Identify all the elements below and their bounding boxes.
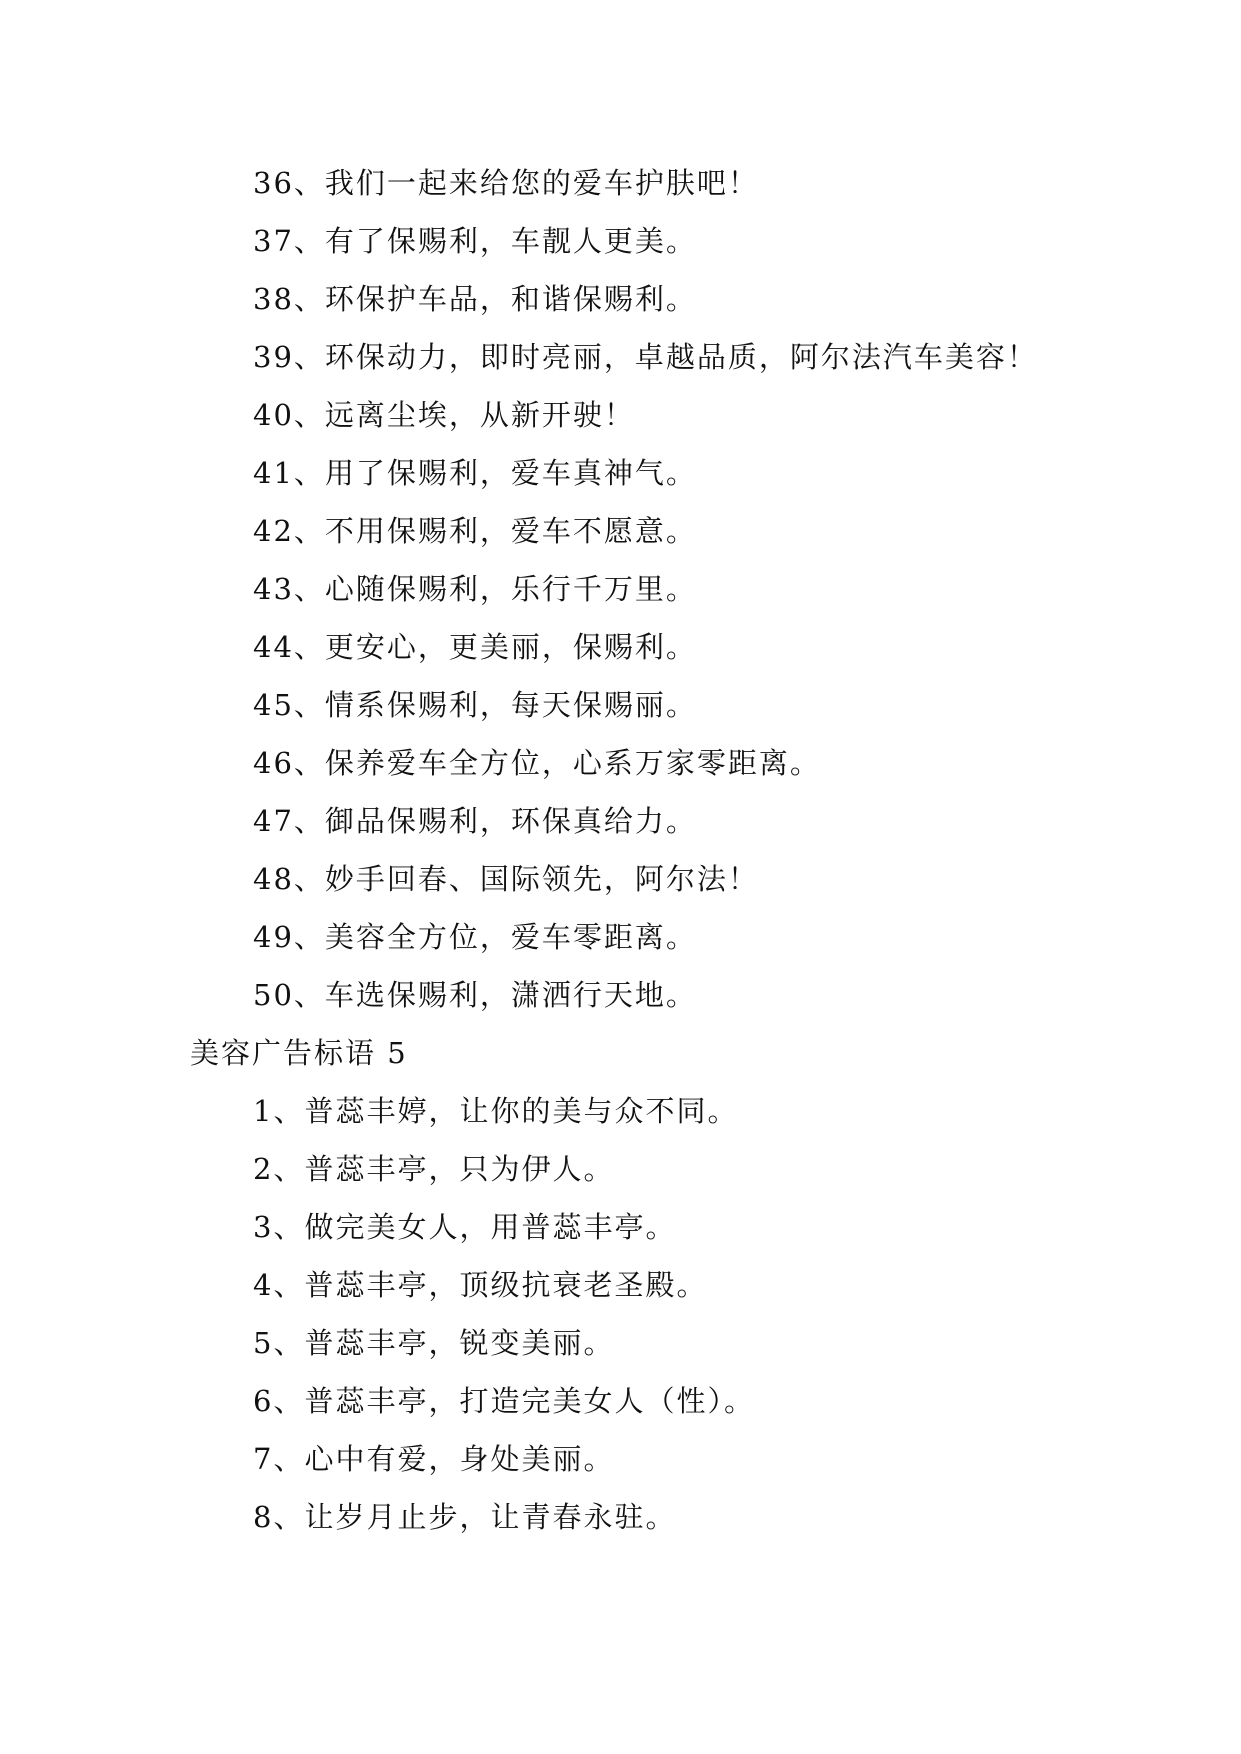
list-item: 4、普蕊丰亭，顶级抗衰老圣殿。 bbox=[253, 1268, 708, 1302]
list-item: 6、普蕊丰亭，打造完美女人（性）。 bbox=[253, 1384, 755, 1418]
list-item: 44、更安心，更美丽，保赐利。 bbox=[253, 630, 697, 664]
list-item: 5、普蕊丰亭，锐变美丽。 bbox=[253, 1326, 615, 1360]
list-item: 40、远离尘埃，从新开驶！ bbox=[253, 398, 635, 432]
list-item: 8、让岁月止步，让青春永驻。 bbox=[253, 1500, 677, 1534]
list-item: 37、有了保赐利，车靓人更美。 bbox=[253, 224, 697, 258]
list-item: 7、心中有爱，身处美丽。 bbox=[253, 1442, 615, 1476]
list-item: 38、环保护车品，和谐保赐利。 bbox=[253, 282, 697, 316]
list-item: 42、不用保赐利，爱车不愿意。 bbox=[253, 514, 697, 548]
list-item: 46、保养爱车全方位，心系万家零距离。 bbox=[253, 746, 821, 780]
list-item: 1、普蕊丰婷，让你的美与众不同。 bbox=[253, 1094, 739, 1128]
list-item: 41、用了保赐利，爱车真神气。 bbox=[253, 456, 697, 490]
list-item: 48、妙手回春、国际领先，阿尔法！ bbox=[253, 862, 759, 896]
document-body bbox=[0, 154, 1241, 1546]
list-item: 2、普蕊丰亭，只为伊人。 bbox=[253, 1152, 615, 1186]
list-item: 45、情系保赐利，每天保赐丽。 bbox=[253, 688, 697, 722]
list-item: 43、心随保赐利，乐行千万里。 bbox=[253, 572, 697, 606]
section-heading: 美容广告标语 5 bbox=[190, 1036, 408, 1070]
list-item: 3、做完美女人，用普蕊丰亭。 bbox=[253, 1210, 677, 1244]
list-item: 49、美容全方位，爱车零距离。 bbox=[253, 920, 697, 954]
list-item: 39、环保动力，即时亮丽，卓越品质，阿尔法汽车美容！ bbox=[253, 340, 1038, 374]
list-item: 50、车选保赐利，潇洒行天地。 bbox=[253, 978, 697, 1012]
list-item: 47、御品保赐利，环保真给力。 bbox=[253, 804, 697, 838]
list-item: 36、我们一起来给您的爱车护肤吧！ bbox=[253, 166, 759, 200]
